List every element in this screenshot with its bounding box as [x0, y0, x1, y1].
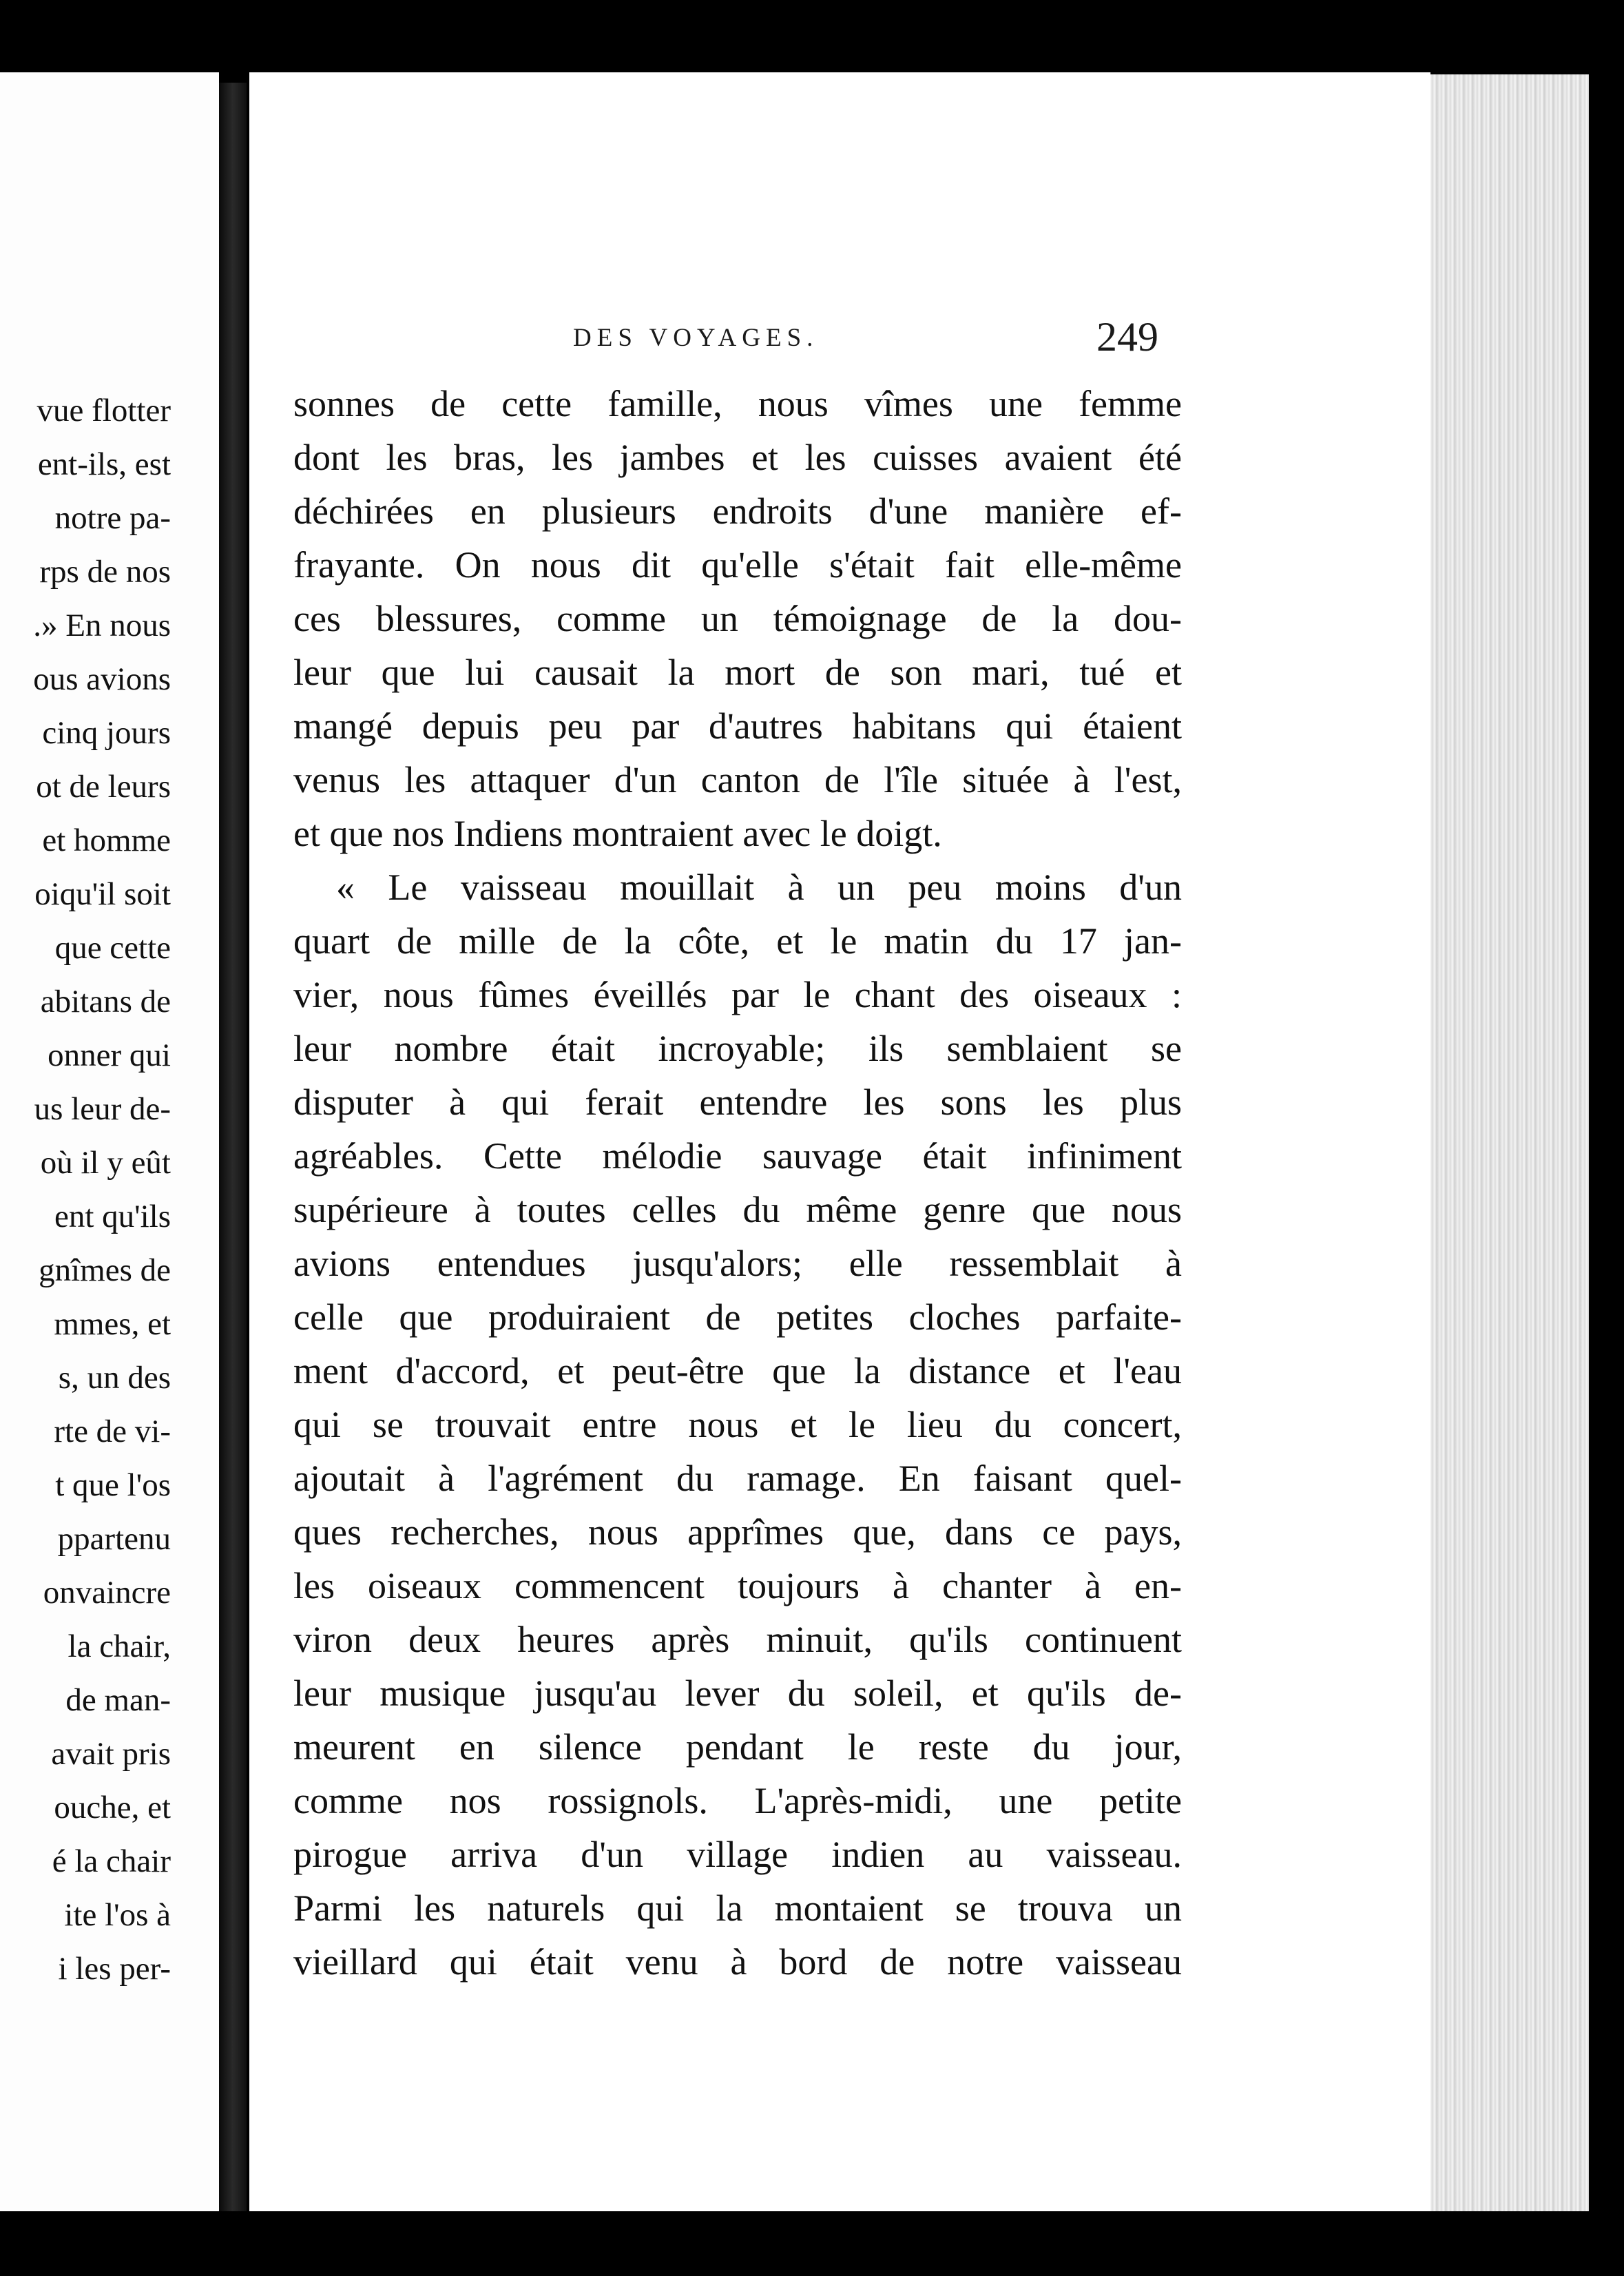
text-line: déchirées en plusieurs endroits d'une manière ef- — [293, 490, 1182, 532]
left-page-line: rte de vi- — [54, 1414, 171, 1449]
left-page-line: de man- — [65, 1682, 171, 1718]
left-page-line: é la chair — [52, 1843, 171, 1879]
left-page-line: rps de nos — [39, 554, 171, 590]
text-line: frayante. On nous dit qu'elle s'était fait elle-même — [293, 544, 1182, 586]
left-page-line: que cette — [54, 930, 171, 966]
left-page-line: la chair, — [67, 1628, 171, 1664]
page-edge — [1430, 74, 1589, 2211]
left-page — [0, 72, 219, 2211]
text-line: vier, nous fûmes éveillés par le chant des oiseaux : — [293, 974, 1182, 1015]
left-page-line: et homme — [42, 823, 171, 858]
left-page-line: avait pris — [51, 1736, 171, 1772]
text-line: « Le vaisseau mouillait à un peu moins d'un — [336, 867, 1182, 908]
text-line: supérieure à toutes celles du même genre que nous — [293, 1189, 1182, 1230]
text-line: meurent en silence pendant le reste du jour, — [293, 1726, 1182, 1768]
left-page-line: onner qui — [48, 1037, 171, 1073]
left-page-line: où il y eût — [40, 1145, 171, 1181]
left-page-line: oiqu'il soit — [34, 876, 171, 912]
text-line: venus les attaquer d'un canton de l'île située à l'est, — [293, 759, 1182, 800]
left-page-line: abitans de — [40, 984, 171, 1020]
text-line: avions entendues jusqu'alors; elle ressemblait à — [293, 1243, 1182, 1284]
left-page-line: ent qu'ils — [54, 1199, 171, 1234]
text-line: Parmi les naturels qui la montaient se trouva un — [293, 1887, 1182, 1929]
book-gutter — [219, 83, 247, 2211]
left-page-line: ppartenu — [57, 1521, 171, 1557]
left-page-line: ent-ils, est — [37, 446, 171, 482]
left-page-line: cinq jours — [42, 715, 171, 751]
text-line: les oiseaux commencent toujours à chanter à en- — [293, 1565, 1182, 1606]
left-page-line: ot de leurs — [36, 769, 171, 805]
left-page-line: s, un des — [58, 1360, 171, 1396]
running-head: DES VOYAGES. — [573, 324, 819, 352]
page-header — [249, 265, 1430, 362]
text-line: ques recherches, nous apprîmes que, dans ce pays, — [293, 1511, 1182, 1553]
left-page-line: gnîmes de — [39, 1252, 171, 1288]
text-line: vieillard qui était venu à bord de notre vaisseau — [293, 1941, 1182, 1983]
text-line: ment d'accord, et peut-être que la distance et l'eau — [293, 1350, 1182, 1392]
text-line: et que nos Indiens montraient avec le doigt. — [293, 813, 942, 854]
left-page-line: ite l'os à — [64, 1897, 171, 1933]
text-line: qui se trouvait entre nous et le lieu du concert, — [293, 1404, 1182, 1445]
text-line: agréables. Cette mélodie sauvage était infiniment — [293, 1135, 1182, 1177]
right-page — [249, 72, 1430, 2211]
left-page-line: us leur de- — [34, 1091, 171, 1127]
text-line: leur que lui causait la mort de son mari, tué et — [293, 652, 1182, 693]
text-line: celle que produiraient de petites cloches parfaite- — [293, 1296, 1182, 1338]
text-line: pirogue arriva d'un village indien au vaisseau. — [293, 1834, 1182, 1875]
text-line: ajoutait à l'agrément du ramage. En faisant quel- — [293, 1458, 1182, 1499]
body-text — [293, 377, 1182, 1989]
left-page-line: ouche, et — [54, 1790, 171, 1825]
page-number: 249 — [1096, 314, 1158, 360]
left-page-line: ous avions — [33, 661, 171, 697]
text-line: quart de mille de la côte, et le matin du 17 jan- — [293, 920, 1182, 962]
text-line: dont les bras, les jambes et les cuisses avaient été — [293, 437, 1182, 478]
left-page-line: t que l'os — [55, 1467, 171, 1503]
text-line: leur nombre était incroyable; ils semblaient se — [293, 1028, 1182, 1069]
left-page-line: .» En nous — [33, 608, 171, 643]
text-line: comme nos rossignols. L'après-midi, une petite — [293, 1780, 1182, 1821]
text-line: ces blessures, comme un témoignage de la dou- — [293, 598, 1182, 639]
text-line: sonnes de cette famille, nous vîmes une femme — [293, 383, 1182, 424]
left-page-line: mmes, et — [54, 1306, 171, 1342]
left-page-line: onvaincre — [43, 1575, 171, 1611]
text-line: mangé depuis peu par d'autres habitans qui étaient — [293, 705, 1182, 747]
left-page-line: vue flotter — [37, 393, 171, 428]
text-line: leur musique jusqu'au lever du soleil, et qu'ils de- — [293, 1673, 1182, 1714]
left-page-line: notre pa- — [54, 500, 171, 536]
text-line: viron deux heures après minuit, qu'ils continuent — [293, 1619, 1182, 1660]
left-page-line: i les per- — [58, 1951, 171, 1987]
text-line: disputer à qui ferait entendre les sons les plus — [293, 1082, 1182, 1123]
